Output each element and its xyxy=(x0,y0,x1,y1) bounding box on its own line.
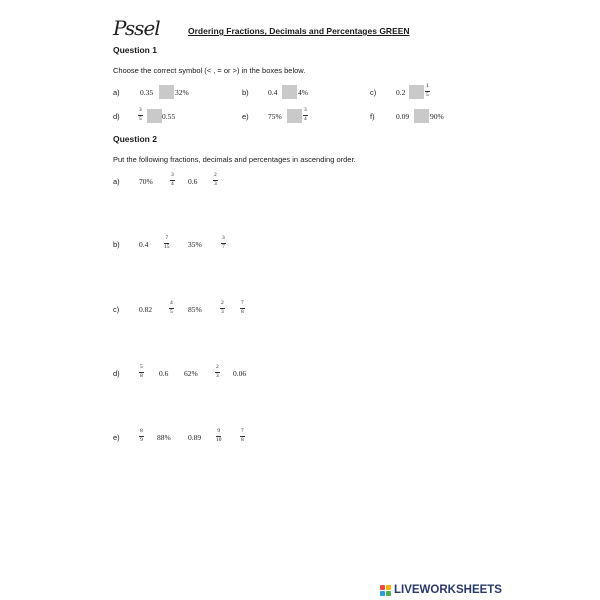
q1-e-answer-box[interactable] xyxy=(287,109,302,123)
q2-e-fraction-3: $\frac{7}{8}$ xyxy=(241,428,244,443)
q1-b-left: 0.4 xyxy=(268,88,278,97)
q2-d-fraction-2: $\frac{2}{3}$ xyxy=(216,364,219,379)
q1-f-answer-box[interactable] xyxy=(414,109,429,123)
q2-c-fraction-1: $\frac{4}{5}$ xyxy=(170,300,173,315)
q2-b-value-1: 0.4 xyxy=(139,240,149,249)
q1-f-left: 0.09 xyxy=(396,112,410,121)
q2-e-value-1: 88% xyxy=(157,433,171,442)
logo-square-yellow xyxy=(386,585,391,590)
q1-d-right: 0.55 xyxy=(162,112,176,121)
q1-a-left: 0.35 xyxy=(140,88,154,97)
q2-a-value-1: 70% xyxy=(139,177,153,186)
q1-label-e: e) xyxy=(242,112,249,121)
q1-c-left: 0.2 xyxy=(396,88,406,97)
q1-c-right-fraction: $\frac{1}{5}$ xyxy=(426,83,429,98)
q2-c-fraction-3: $\frac{7}{8}$ xyxy=(241,300,244,315)
q1-d-left-fraction: $\frac{3}{5}$ xyxy=(139,107,142,122)
q2-a-fraction-2: $\frac{2}{3}$ xyxy=(214,172,217,187)
q1-label-b: b) xyxy=(242,88,249,97)
q2-c-fraction-2: $\frac{2}{3}$ xyxy=(221,300,224,315)
q1-e-right-fraction: $\frac{3}{4}$ xyxy=(304,107,307,122)
logo-square-blue xyxy=(380,591,385,596)
logo-square-red xyxy=(380,585,385,590)
q1-label-d: d) xyxy=(113,112,120,121)
q2-a-fraction-1: $\frac{3}{4}$ xyxy=(171,172,174,187)
q2-e-fraction-2: $\frac{9}{10}$ xyxy=(216,428,222,443)
q2-d-value-1: 0.6 xyxy=(159,369,169,378)
q2-b-value-2: 35% xyxy=(188,240,202,249)
question2-instruction: Put the following fractions, decimals and percentages in ascending order. xyxy=(113,155,356,164)
logo-square-green xyxy=(386,591,391,596)
q1-f-right: 90% xyxy=(430,112,444,121)
q2-c-value-1: 0.82 xyxy=(139,305,153,314)
q1-label-c: c) xyxy=(370,88,377,97)
q1-label-f: f) xyxy=(370,112,375,121)
brand-text: LIVEWORKSHEETS xyxy=(394,584,502,596)
q1-label-a: a) xyxy=(113,88,120,97)
liveworksheets-brand[interactable] xyxy=(380,584,502,596)
q2-d-value-2: 62% xyxy=(184,369,198,378)
q2-label-e: e) xyxy=(113,433,120,442)
q1-d-answer-box[interactable] xyxy=(147,109,162,123)
q2-d-value-3: 0.06 xyxy=(233,369,247,378)
q2-d-fraction-1: $\frac{5}{8}$ xyxy=(140,364,143,379)
page-title: Ordering Fractions, Decimals and Percentages GREEN xyxy=(188,26,410,36)
q2-label-d: d) xyxy=(113,369,120,378)
q2-b-fraction-1: $\frac{7}{15}$ xyxy=(164,235,170,250)
q1-b-answer-box[interactable] xyxy=(282,85,297,99)
logo: Pssel xyxy=(113,16,160,40)
question2-heading: Question 2 xyxy=(113,134,157,144)
q1-b-right: 4% xyxy=(298,88,308,97)
q2-label-a: a) xyxy=(113,177,120,186)
q2-label-b: b) xyxy=(113,240,120,249)
question1-instruction: Choose the correct symbol (< , = or >) in the boxes below. xyxy=(113,66,306,75)
q1-e-left: 75% xyxy=(268,112,282,121)
q1-c-answer-box[interactable] xyxy=(409,85,424,99)
liveworksheets-logo-icon xyxy=(380,585,391,596)
q2-e-fraction-1: $\frac{8}{9}$ xyxy=(140,428,143,443)
q1-a-right: 32% xyxy=(175,88,189,97)
q2-e-value-2: 0.89 xyxy=(188,433,202,442)
q2-a-value-2: 0.6 xyxy=(188,177,198,186)
q2-label-c: c) xyxy=(113,305,120,314)
question1-heading: Question 1 xyxy=(113,45,157,55)
q2-b-fraction-2: $\frac{3}{7}$ xyxy=(222,235,225,250)
q2-c-value-2: 85% xyxy=(188,305,202,314)
q1-a-answer-box[interactable] xyxy=(159,85,174,99)
